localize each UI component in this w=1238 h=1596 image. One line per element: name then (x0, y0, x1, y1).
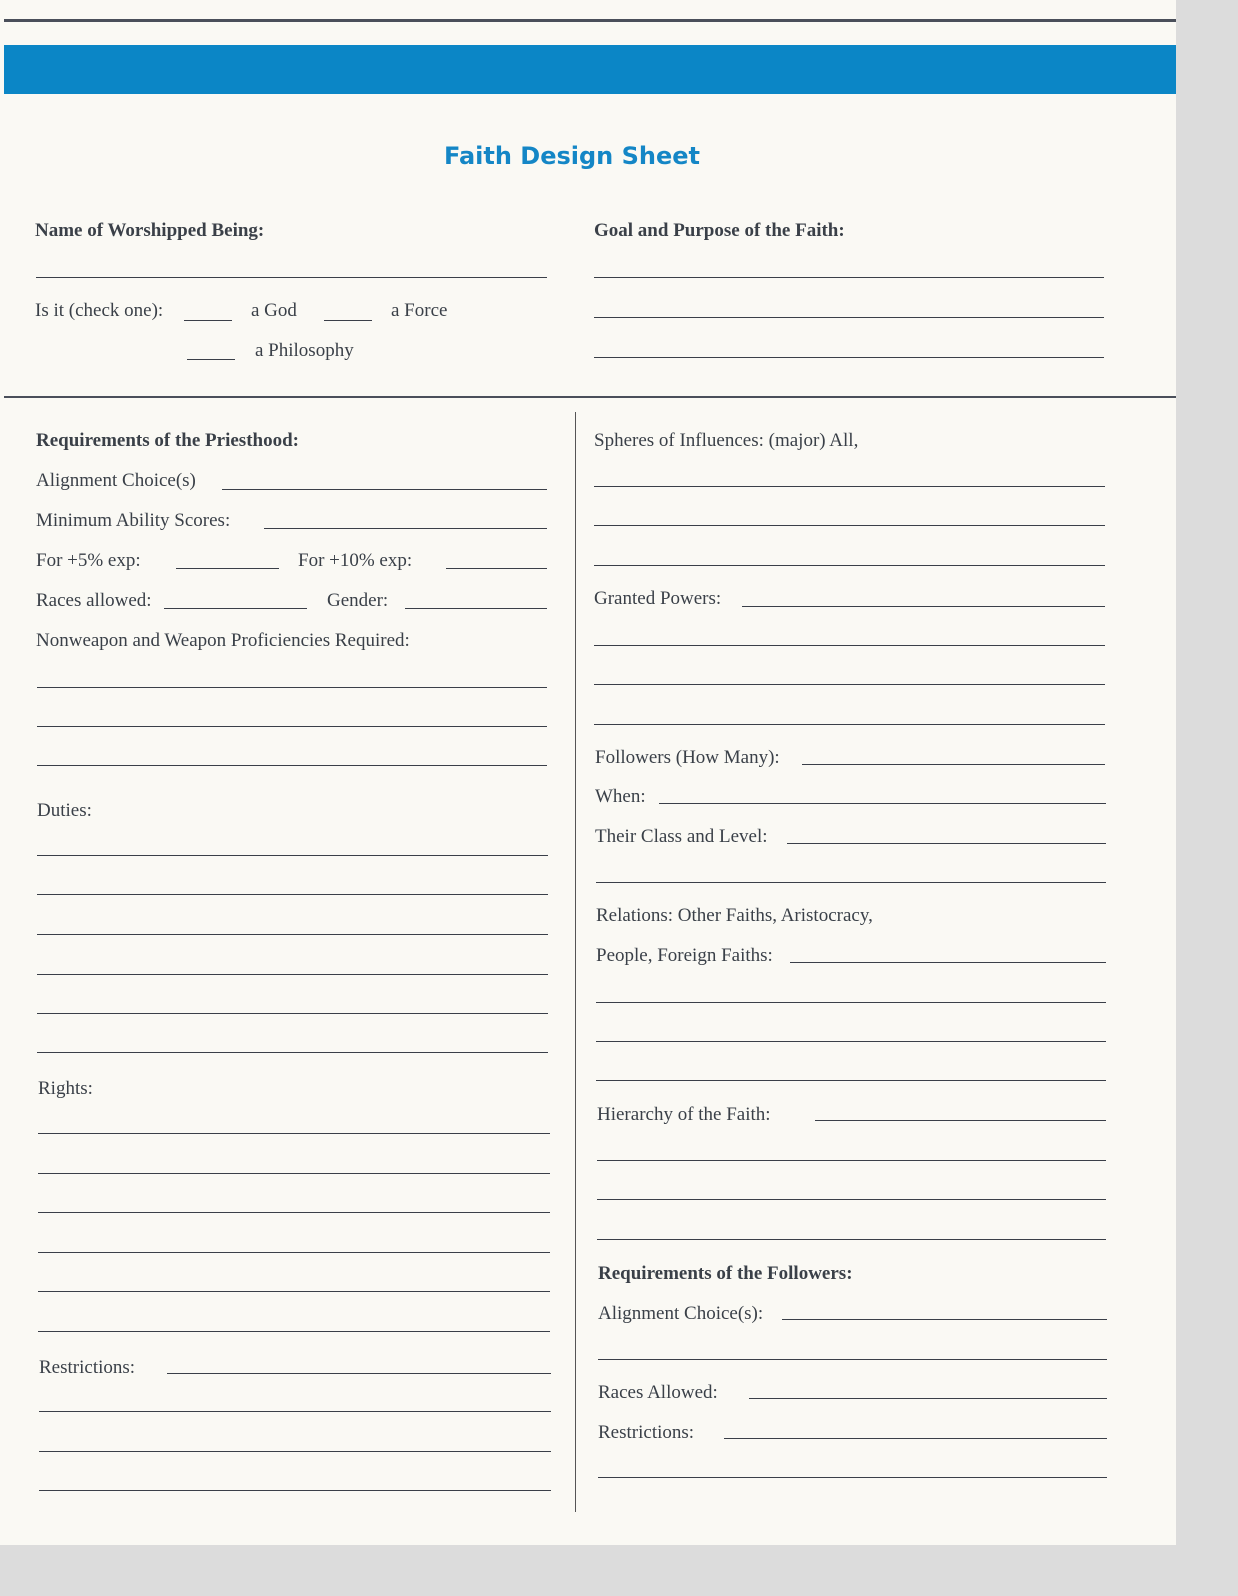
priesthood-heading: Requirements of the Priesthood: (36, 430, 299, 451)
hierarchy-label: Hierarchy of the Faith: (597, 1104, 771, 1125)
hierarchy-field[interactable] (815, 1120, 1106, 1121)
relations-field[interactable] (790, 962, 1106, 963)
duties-line[interactable] (37, 894, 548, 895)
duties-line[interactable] (37, 934, 548, 935)
when-field[interactable] (659, 803, 1106, 804)
followers-heading: Requirements of the Followers: (598, 1263, 853, 1284)
granted-powers-label: Granted Powers: (594, 588, 722, 609)
goal-label: Goal and Purpose of the Faith: (594, 220, 845, 241)
min-ability-field[interactable] (264, 528, 547, 529)
proficiencies-line[interactable] (37, 765, 547, 766)
plus5-field[interactable] (176, 568, 279, 569)
plus10-field[interactable] (446, 568, 547, 569)
plus10-label: For +10% exp: (298, 550, 413, 571)
rights-label: Rights: (38, 1078, 93, 1099)
rights-line[interactable] (38, 1331, 550, 1332)
relations-line[interactable] (596, 1080, 1106, 1081)
restrictions-line[interactable] (39, 1411, 551, 1412)
class-level-label: Their Class and Level: (595, 826, 768, 847)
f-restrictions-line[interactable] (598, 1477, 1107, 1478)
column-divider (575, 412, 576, 1512)
granted-powers-line[interactable] (594, 724, 1105, 725)
goal-line[interactable] (594, 317, 1104, 318)
races-field[interactable] (164, 608, 307, 609)
force-check-field[interactable] (324, 320, 372, 321)
duties-line[interactable] (37, 974, 548, 975)
spheres-label: Spheres of Influences: (major) All, (594, 430, 859, 451)
relations-label-2: People, Foreign Faiths: (596, 945, 773, 966)
duties-label: Duties: (37, 800, 92, 821)
rights-line[interactable] (38, 1133, 550, 1134)
top-rule (4, 19, 1176, 22)
restrictions-line[interactable] (39, 1451, 551, 1452)
hierarchy-line[interactable] (597, 1239, 1106, 1240)
rights-line[interactable] (38, 1212, 550, 1213)
god-check-field[interactable] (184, 320, 232, 321)
followers-label: Followers (How Many): (595, 747, 780, 768)
god-option-label: a God (251, 300, 297, 321)
alignment-field[interactable] (222, 489, 547, 490)
header-band (4, 45, 1176, 94)
check-one-label: Is it (check one): (35, 300, 164, 321)
relations-label-1: Relations: Other Faiths, Aristocracy, (596, 905, 873, 926)
f-races-label: Races Allowed: (598, 1382, 718, 1403)
granted-powers-field[interactable] (742, 606, 1105, 607)
plus5-label: For +5% exp: (36, 550, 141, 571)
min-ability-label: Minimum Ability Scores: (36, 510, 231, 531)
hierarchy-line[interactable] (597, 1160, 1106, 1161)
relations-line[interactable] (596, 1041, 1106, 1042)
hierarchy-line[interactable] (597, 1199, 1106, 1200)
proficiencies-line[interactable] (37, 726, 547, 727)
name-field[interactable] (36, 277, 547, 278)
f-alignment-line[interactable] (598, 1359, 1107, 1360)
f-restrictions-label: Restrictions: (598, 1422, 695, 1443)
proficiencies-line[interactable] (37, 687, 547, 688)
spheres-line[interactable] (594, 486, 1105, 487)
section-divider (4, 396, 1176, 398)
duties-line[interactable] (37, 1013, 548, 1014)
restrictions-line[interactable] (39, 1490, 551, 1491)
proficiencies-label: Nonweapon and Weapon Proficiencies Required: (36, 630, 410, 651)
f-alignment-label: Alignment Choice(s): (598, 1303, 764, 1324)
followers-field[interactable] (802, 764, 1105, 765)
gender-field[interactable] (405, 608, 547, 609)
philosophy-option-label: a Philosophy (255, 340, 354, 361)
rights-line[interactable] (38, 1173, 550, 1174)
spheres-line[interactable] (594, 565, 1105, 566)
duties-line[interactable] (37, 855, 548, 856)
class-level-field[interactable] (787, 843, 1106, 844)
spheres-line[interactable] (594, 525, 1105, 526)
name-label: Name of Worshipped Being: (35, 220, 265, 241)
force-option-label: a Force (391, 300, 448, 321)
granted-powers-line[interactable] (594, 684, 1105, 685)
rights-line[interactable] (38, 1291, 550, 1292)
when-label: When: (595, 786, 646, 807)
restrictions-label: Restrictions: (39, 1357, 136, 1378)
page-title: Faith Design Sheet (443, 142, 701, 170)
alignment-label: Alignment Choice(s) (36, 470, 196, 491)
goal-line[interactable] (594, 277, 1104, 278)
granted-powers-line[interactable] (594, 645, 1105, 646)
philosophy-check-field[interactable] (187, 359, 235, 360)
gender-label: Gender: (327, 590, 389, 611)
duties-line[interactable] (37, 1052, 548, 1053)
f-alignment-field[interactable] (782, 1319, 1107, 1320)
relations-line[interactable] (596, 1002, 1106, 1003)
restrictions-field[interactable] (167, 1373, 551, 1374)
races-label: Races allowed: (36, 590, 152, 611)
rights-line[interactable] (38, 1252, 550, 1253)
f-restrictions-field[interactable] (724, 1438, 1107, 1439)
f-races-field[interactable] (749, 1398, 1107, 1399)
goal-line[interactable] (594, 357, 1104, 358)
class-level-line[interactable] (596, 882, 1106, 883)
